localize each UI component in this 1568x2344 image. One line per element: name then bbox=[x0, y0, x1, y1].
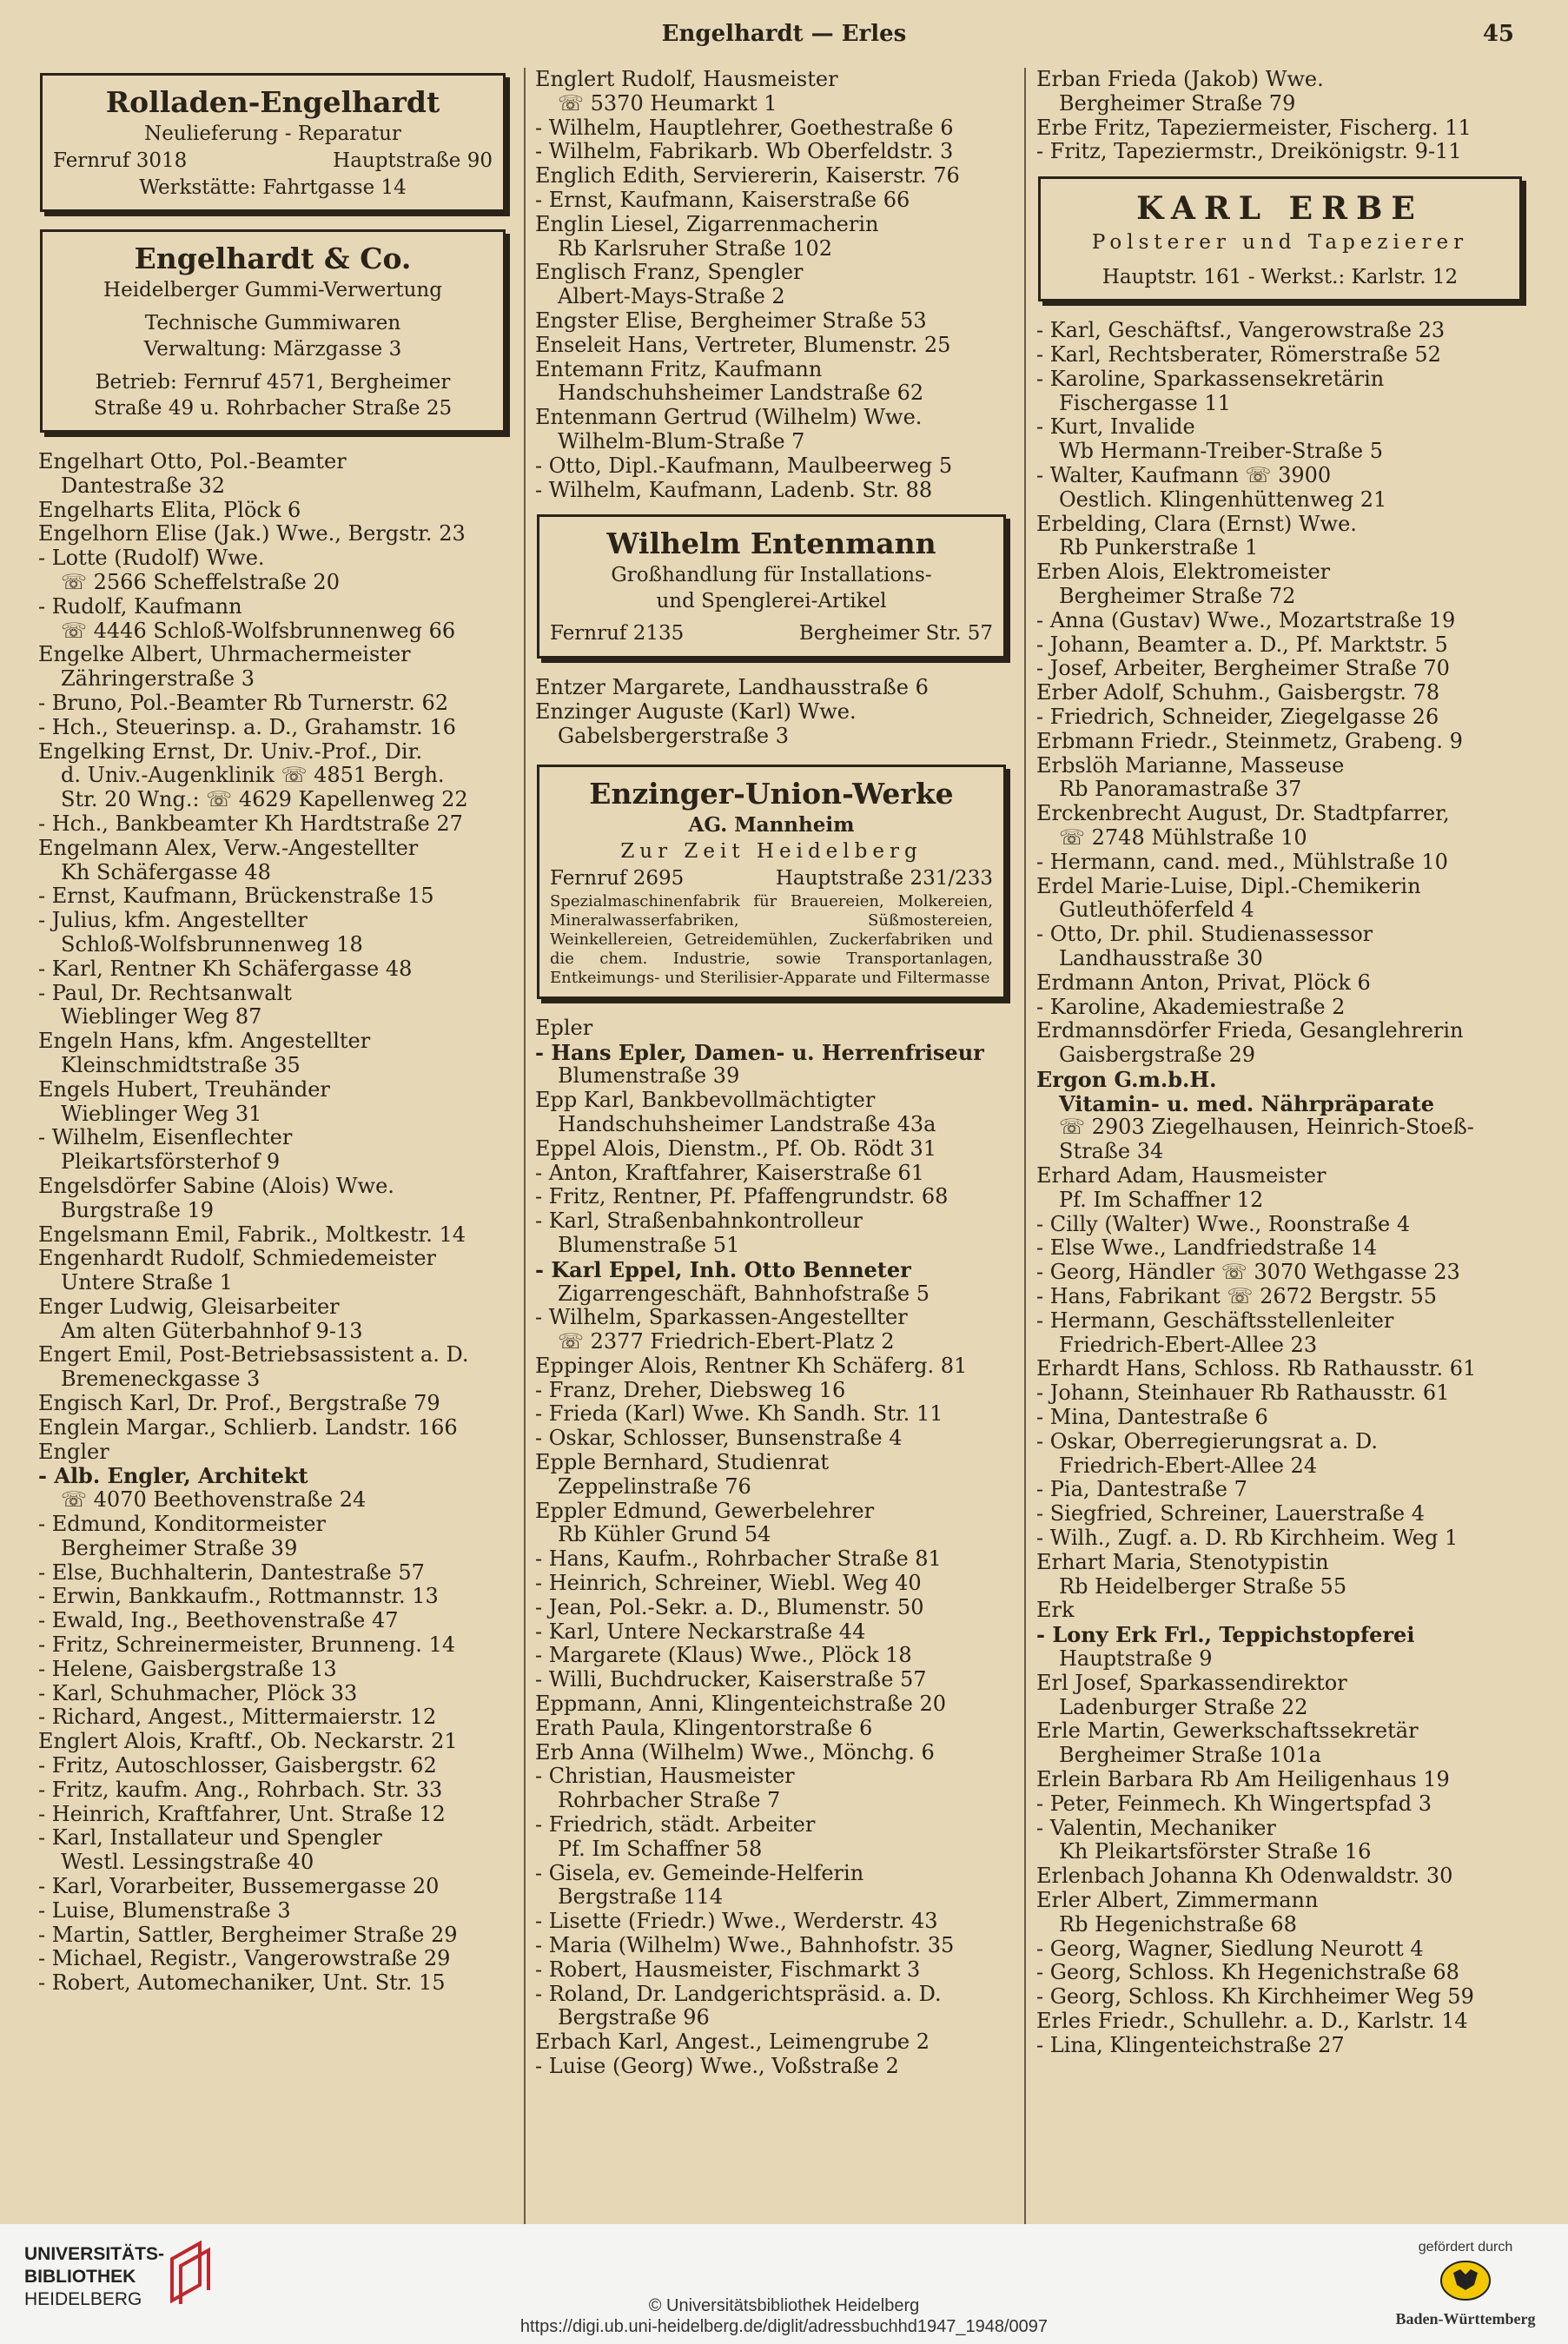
ad-line: Neulieferung - Reparatur bbox=[144, 122, 401, 145]
directory-entry: - Peter, Feinmech. Kh Wingertspfad 3 bbox=[1036, 1791, 1432, 1816]
directory-entry: - Willi, Buchdrucker, Kaiserstraße 57 bbox=[535, 1668, 927, 1692]
directory-entry: - Else, Buchhalterin, Dantestraße 57 bbox=[38, 1560, 425, 1585]
ad-line: Technische Gummiwaren bbox=[144, 312, 401, 334]
directory-entry: Enzinger Auguste (Karl) Wwe. bbox=[535, 700, 857, 725]
directory-entry: - Hermann, Geschäftsstellenleiter bbox=[1036, 1308, 1394, 1333]
directory-entry: Rohrbacher Straße 7 bbox=[558, 1789, 781, 1813]
directory-entry: - Lony Erk Frl., Teppichstopferei bbox=[1036, 1623, 1415, 1648]
directory-entry: Gutleuthöferfeld 4 bbox=[1059, 898, 1254, 923]
directory-entry: Erles Friedr., Schullehr. a. D., Karlstr. 14 bbox=[1036, 2009, 1468, 2033]
directory-entry: Erb Anna (Wilhelm) Wwe., Mönchg. 6 bbox=[535, 1740, 935, 1765]
directory-entry: - Gisela, ev. Gemeinde-Helferin bbox=[535, 1861, 864, 1885]
directory-entry: Rb Karlsruher Straße 102 bbox=[558, 236, 832, 261]
entry-list bbox=[1036, 319, 1529, 2057]
directory-entry: Kh Schäfergasse 48 bbox=[61, 860, 271, 884]
directory-entry: Erhart Maria, Stenotypistin bbox=[1036, 1550, 1329, 1574]
ad-karl-erbe bbox=[1038, 176, 1522, 301]
directory-entry: - Lina, Klingenteichstraße 27 bbox=[1036, 2033, 1345, 2057]
directory-entry: - Walter, Kaufmann ☏ 3900 bbox=[1036, 463, 1332, 487]
directory-entry: - Margarete (Klaus) Wwe., Plöck 18 bbox=[535, 1644, 912, 1668]
directory-entry: - Richard, Angest., Mittermaierstr. 12 bbox=[38, 1705, 437, 1730]
directory-entry: Handschuhsheimer Landstraße 43a bbox=[558, 1112, 936, 1136]
directory-entry: Erdmann Anton, Privat, Plöck 6 bbox=[1036, 970, 1371, 995]
directory-entry: Erdel Marie-Luise, Dipl.-Chemikerin bbox=[1036, 874, 1421, 898]
directory-entry: Landhausstraße 30 bbox=[1059, 946, 1263, 970]
directory-entry: Englich Edith, Serviererin, Kaiserstr. 76 bbox=[535, 164, 960, 189]
directory-entry: Erler Albert, Zimmermann bbox=[1036, 1888, 1319, 1912]
directory-entry: Bergheimer Straße 72 bbox=[1059, 584, 1296, 608]
directory-entry: - Siegfried, Schreiner, Lauerstraße 4 bbox=[1036, 1502, 1425, 1526]
directory-entry: - Fritz, Schreinermeister, Brunneng. 14 bbox=[38, 1633, 456, 1658]
directory-entry: Engels Hubert, Treuhänder bbox=[38, 1077, 330, 1102]
directory-entry: - Johann, Steinhauer Rb Rathausstr. 61 bbox=[1036, 1381, 1450, 1406]
ad-line: Hauptstr. 161 - Werkst.: Karlstr. 12 bbox=[1102, 266, 1459, 289]
directory-entry: - Fritz, Autoschlosser, Gaisbergstr. 62 bbox=[38, 1754, 437, 1778]
directory-entry: - Anton, Kraftfahrer, Kaiserstraße 61 bbox=[535, 1161, 925, 1185]
directory-entry: - Karl, Geschäftsf., Vangerowstraße 23 bbox=[1036, 319, 1446, 343]
directory-entry: ☏ 4446 Schloß-Wolfsbrunnenweg 66 bbox=[61, 619, 456, 643]
directory-entry: - Johann, Beamter a. D., Pf. Marktstr. 5 bbox=[1036, 632, 1448, 657]
directory-entry: - Heinrich, Schreiner, Wiebl. Weg 40 bbox=[535, 1572, 922, 1596]
ad-heading: Engelhardt & Co. bbox=[134, 242, 412, 275]
directory-entry: - Otto, Dipl.-Kaufmann, Maulbeerweg 5 bbox=[535, 454, 953, 478]
ad-line: Straße 49 u. Rohrbacher Straße 25 bbox=[93, 397, 453, 420]
directory-entry: Blumenstraße 39 bbox=[558, 1064, 740, 1089]
footer-bar bbox=[0, 2224, 1568, 2344]
page-number: 45 bbox=[1482, 21, 1514, 47]
directory-entry: Hauptstraße 9 bbox=[1059, 1647, 1213, 1672]
directory-entry: Erbmann Friedr., Steinmetz, Grabeng. 9 bbox=[1036, 729, 1463, 753]
directory-entry: - Roland, Dr. Landgerichtspräsid. a. D. bbox=[535, 1982, 942, 2006]
running-title: Engelhardt — Erles bbox=[661, 21, 907, 47]
directory-entry: Schloß-Wolfsbrunnenweg 18 bbox=[61, 932, 363, 957]
directory-entry: Pf. Im Schaffner 12 bbox=[1059, 1188, 1264, 1212]
directory-entry: - Jean, Pol.-Sekr. a. D., Blumenstr. 50 bbox=[535, 1595, 924, 1619]
directory-entry: - Otto, Dr. phil. Studienassessor bbox=[1036, 923, 1373, 947]
directory-entry: Engster Elise, Bergheimer Straße 53 bbox=[535, 308, 927, 333]
directory-entry: - Karl, Schuhmacher, Plöck 33 bbox=[38, 1681, 358, 1705]
directory-entry: Epp Karl, Bankbevollmächtigter bbox=[535, 1089, 876, 1113]
directory-entry: Erle Martin, Gewerkschaftssekretär bbox=[1036, 1719, 1419, 1744]
ad-heading: Rolladen-Engelhardt bbox=[105, 85, 440, 119]
directory-entry: - Wilhelm, Eisenflechter bbox=[38, 1126, 293, 1150]
funding-logo bbox=[1387, 2240, 1544, 2328]
ad-address: Hauptstraße 231/233 bbox=[775, 866, 993, 890]
ad-phone: Fernruf 3018 bbox=[53, 149, 188, 172]
directory-entry: Erlein Barbara Rb Am Heiligenhaus 19 bbox=[1036, 1768, 1450, 1791]
ad-line: Zur Zeit Heidelberg bbox=[620, 839, 923, 863]
directory-entry: Am alten Güterbahnhof 9-13 bbox=[61, 1319, 363, 1343]
page-header bbox=[0, 21, 1568, 56]
directory-entry: Engelharts Elita, Plöck 6 bbox=[38, 498, 301, 522]
directory-entry: Erl Josef, Sparkassendirektor bbox=[1036, 1671, 1347, 1695]
directory-entry: Rb Panoramastraße 37 bbox=[1059, 778, 1302, 802]
directory-entry: - Hch., Steuerinsp. a. D., Grahamstr. 16 bbox=[38, 715, 456, 739]
directory-entry: Bergheimer Straße 39 bbox=[61, 1536, 298, 1560]
directory-entry: Eppinger Alois, Rentner Kh Schäferg. 81 bbox=[535, 1354, 968, 1378]
directory-entry: Eppmann, Anni, Klingenteichstraße 20 bbox=[535, 1692, 946, 1717]
directory-entry: - Karl, Untere Neckarstraße 44 bbox=[535, 1619, 866, 1644]
directory-entry: Entemann Fritz, Kaufmann bbox=[535, 357, 823, 381]
directory-entry: - Karl, Vorarbeiter, Bussemergasse 20 bbox=[38, 1875, 440, 1899]
copyright-text: © Universitätsbibliothek Heidelberg bbox=[648, 2296, 920, 2315]
column-1 bbox=[38, 68, 513, 1996]
ad-line: Polsterer und Tapezierer bbox=[1091, 231, 1469, 255]
directory-entry: - Oskar, Oberregierungsrat a. D. bbox=[1036, 1429, 1379, 1453]
ad-description: Spezialmaschinenfabrik für Brauereien, Molkereien, Mineralwasserfabriken, Süßmostereien, Weinkellereien, Getreidemühlen, Zuckerfabriken und die chem. Industrie, sowie Transportanlagen, Entkeimungs- und Sterilisier-Apparate und Filtermasse bbox=[550, 891, 993, 987]
ad-rolladen-engelhardt bbox=[40, 73, 506, 212]
directory-entry: Epple Bernhard, Studienrat bbox=[535, 1451, 830, 1475]
directory-entry: - Kurt, Invalide bbox=[1036, 415, 1195, 440]
directory-entry: Vitamin- u. med. Nährpräparate bbox=[1059, 1091, 1434, 1116]
directory-entry: - Franz, Dreher, Diebsweg 16 bbox=[535, 1378, 846, 1402]
directory-entry: - Cilly (Walter) Wwe., Roonstraße 4 bbox=[1036, 1212, 1411, 1236]
directory-entry: - Hermann, cand. med., Mühlstraße 10 bbox=[1036, 850, 1448, 874]
directory-entry: - Julius, kfm. Angestellter bbox=[38, 909, 308, 933]
directory-entry: - Hans, Fabrikant ☏ 2672 Bergstr. 55 bbox=[1036, 1285, 1438, 1309]
directory-entry: Erbach Karl, Angest., Leimengrube 2 bbox=[535, 2030, 930, 2055]
directory-entry: Erben Alois, Elektromeister bbox=[1036, 560, 1331, 585]
directory-entry: Erhard Adam, Hausmeister bbox=[1036, 1164, 1327, 1189]
directory-entry: Enger Ludwig, Gleisarbeiter bbox=[38, 1294, 340, 1319]
directory-entry: Blumenstraße 51 bbox=[558, 1233, 740, 1257]
state-seal-icon bbox=[1438, 2259, 1493, 2302]
ad-phone: Fernruf 2135 bbox=[550, 622, 685, 646]
directory-entry: Albert-Mays-Straße 2 bbox=[558, 285, 785, 309]
directory-entry: - Valentin, Mechaniker bbox=[1036, 1816, 1276, 1840]
directory-entry: Erckenbrecht August, Dr. Stadtpfarrer, bbox=[1036, 802, 1450, 826]
directory-entry: Entenmann Gertrud (Wilhelm) Wwe. bbox=[535, 406, 923, 430]
directory-entry: Erber Adolf, Schuhm., Gaisbergstr. 78 bbox=[1036, 681, 1440, 705]
directory-entry: Wilhelm-Blum-Straße 7 bbox=[558, 429, 805, 454]
directory-entry: - Georg, Schloss. Kh Kirchheimer Weg 59 bbox=[1036, 1985, 1474, 2010]
directory-entry: ☏ 2377 Friedrich-Ebert-Platz 2 bbox=[558, 1330, 895, 1354]
library-name: UNIVERSITÄTS- bbox=[24, 2244, 165, 2264]
directory-entry: Friedrich-Ebert-Allee 24 bbox=[1059, 1453, 1318, 1478]
entry-list bbox=[1036, 68, 1529, 164]
directory-entry: Erbelding, Clara (Ernst) Wwe. bbox=[1036, 512, 1357, 536]
directory-entry: Rb Kühler Grund 54 bbox=[558, 1523, 771, 1547]
directory-entry: Eppler Edmund, Gewerbelehrer bbox=[535, 1499, 875, 1523]
directory-entry: - Wilhelm, Kaufmann, Ladenb. Str. 88 bbox=[535, 478, 933, 502]
directory-entry: - Wilhelm, Fabrikarb. Wb Oberfeldstr. 3 bbox=[535, 140, 954, 164]
ad-line: und Spenglerei-Artikel bbox=[656, 590, 887, 613]
directory-entry: - Robert, Automechaniker, Unt. Str. 15 bbox=[38, 1971, 446, 1996]
directory-entry: - Georg, Wagner, Siedlung Neurott 4 bbox=[1036, 1937, 1424, 1961]
directory-entry: Gaisbergstraße 29 bbox=[1059, 1043, 1256, 1068]
directory-entry: Engelke Albert, Uhrmachermeister bbox=[38, 643, 411, 667]
column-2 bbox=[535, 68, 1013, 2079]
entry-list bbox=[535, 1016, 1013, 2079]
column-rule bbox=[1024, 68, 1026, 2231]
directory-entry: - Hans Epler, Damen- u. Herrenfriseur bbox=[535, 1040, 984, 1065]
directory-entry: - Wilhelm, Hauptlehrer, Goethestraße 6 bbox=[535, 116, 954, 140]
directory-entry: - Robert, Hausmeister, Fischmarkt 3 bbox=[535, 1957, 921, 1982]
source-link[interactable]: https://digi.ub.uni-heidelberg.de/diglit/adressbuchhd1947_1948/0097 bbox=[519, 2317, 1049, 2336]
directory-entry: - Hans, Kaufm., Rohrbacher Straße 81 bbox=[535, 1547, 942, 1572]
column-rule bbox=[524, 68, 526, 2231]
directory-entry: - Paul, Dr. Rechtsanwalt bbox=[38, 981, 292, 1005]
directory-entry: Bergheimer Straße 101a bbox=[1059, 1744, 1321, 1768]
directory-entry: ☏ 2566 Scheffelstraße 20 bbox=[61, 570, 340, 594]
library-name: BIBLIOTHEK bbox=[24, 2267, 136, 2287]
directory-entry: - Luise (Georg) Wwe., Voßstraße 2 bbox=[535, 2055, 899, 2078]
entry-list bbox=[535, 68, 1013, 502]
directory-entry: Zeppelinstraße 76 bbox=[558, 1474, 751, 1499]
directory-entry: - Ernst, Kaufmann, Kaiserstraße 66 bbox=[535, 188, 910, 212]
ad-heading: KARL ERBE bbox=[1136, 190, 1424, 228]
ad-line: Werkstätte: Fahrtgasse 14 bbox=[139, 176, 407, 199]
ad-address: Bergheimer Str. 57 bbox=[798, 622, 993, 646]
directory-entry: Erban Frieda (Jakob) Wwe. bbox=[1036, 68, 1324, 91]
directory-entry: - Ernst, Kaufmann, Brückenstraße 15 bbox=[38, 884, 434, 909]
directory-entry: Str. 20 Wng.: ☏ 4629 Kapellenweg 22 bbox=[61, 788, 468, 812]
directory-entry: Engelsdörfer Sabine (Alois) Wwe. bbox=[38, 1174, 394, 1198]
ad-line: Heidelberger Gummi-Verwertung bbox=[103, 279, 442, 301]
directory-entry: ☏ 2903 Ziegelhausen, Heinrich-Stoeß- bbox=[1059, 1116, 1474, 1140]
column-3 bbox=[1036, 68, 1529, 2058]
directory-entry: Bergheimer Straße 79 bbox=[1059, 91, 1296, 116]
directory-entry: Epler bbox=[535, 1016, 593, 1040]
directory-entry: - Anna (Gustav) Wwe., Mozartstraße 19 bbox=[1036, 608, 1456, 632]
ad-address: Hauptstraße 90 bbox=[333, 149, 493, 172]
directory-entry: - Karl, Rentner Kh Schäfergasse 48 bbox=[38, 957, 413, 981]
directory-entry: - Fritz, Rentner, Pf. Pfaffengrundstr. 68 bbox=[535, 1185, 949, 1209]
directory-entry: Erbslöh Marianne, Masseuse bbox=[1036, 753, 1345, 778]
directory-entry: Wieblinger Weg 87 bbox=[61, 1005, 262, 1030]
directory-entry: - Karoline, Sparkassensekretärin bbox=[1036, 367, 1385, 391]
ad-phone: Fernruf 2695 bbox=[550, 866, 685, 890]
ad-heading: Enzinger-Union-Werke bbox=[589, 776, 954, 811]
directory-entry: - Bruno, Pol.-Beamter Rb Turnerstr. 62 bbox=[38, 691, 449, 715]
directory-entry: Wieblinger Weg 31 bbox=[61, 1102, 262, 1126]
directory-entry: - Karl, Rechtsberater, Römerstraße 52 bbox=[1036, 342, 1441, 367]
directory-entry: Zigarrengeschäft, Bahnhofstraße 5 bbox=[558, 1281, 930, 1306]
directory-entry: Englert Rudolf, Hausmeister bbox=[535, 68, 838, 91]
directory-entry: Pleikartsförsterhof 9 bbox=[61, 1150, 281, 1175]
directory-entry: - Fritz, Tapeziermstr., Dreikönigstr. 9-11 bbox=[1036, 140, 1462, 164]
directory-entry: - Christian, Hausmeister bbox=[535, 1765, 795, 1789]
directory-entry: - Rudolf, Kaufmann bbox=[38, 594, 242, 619]
directory-entry: Engert Emil, Post-Betriebsassistent a. D. bbox=[38, 1343, 469, 1367]
directory-entry: Engenhardt Rudolf, Schmiedemeister bbox=[38, 1247, 436, 1271]
directory-entry: ☏ 4070 Beethovenstraße 24 bbox=[61, 1488, 367, 1513]
directory-entry: - Georg, Schloss. Kh Hegenichstraße 68 bbox=[1036, 1961, 1459, 1985]
ad-enzinger-union-werke bbox=[537, 765, 1006, 999]
directory-entry: Englert Alois, Kraftf., Ob. Neckarstr. 21 bbox=[38, 1730, 458, 1754]
directory-entry: Erdmannsdörfer Frieda, Gesanglehrerin bbox=[1036, 1019, 1464, 1043]
directory-entry: Handschuhsheimer Landstraße 62 bbox=[558, 381, 924, 406]
directory-entry: - Martin, Sattler, Bergheimer Straße 29 bbox=[38, 1923, 458, 1947]
directory-entry: Pf. Im Schaffner 58 bbox=[558, 1837, 763, 1861]
directory-entry: - Mina, Dantestraße 6 bbox=[1036, 1406, 1268, 1430]
directory-entry: - Hch., Bankbeamter Kh Hardtstraße 27 bbox=[38, 811, 463, 836]
directory-entry: - Frieda (Karl) Wwe. Kh Sandh. Str. 11 bbox=[535, 1402, 943, 1427]
directory-entry: - Georg, Händler ☏ 3070 Wethgasse 23 bbox=[1036, 1261, 1460, 1285]
directory-entry: - Else Wwe., Landfriedstraße 14 bbox=[1036, 1236, 1378, 1261]
directory-entry: Bremeneckgasse 3 bbox=[61, 1367, 261, 1392]
directory-entry: Untere Straße 1 bbox=[61, 1271, 233, 1295]
directory-entry: Entzer Margarete, Landhausstraße 6 bbox=[535, 676, 929, 700]
directory-entry: - Alb. Engler, Architekt bbox=[38, 1464, 308, 1489]
directory-entry: Rb Punkerstraße 1 bbox=[1059, 536, 1259, 560]
directory-entry: Gabelsbergerstraße 3 bbox=[558, 724, 789, 748]
funded-by-label: gefördert durch bbox=[1418, 2240, 1513, 2255]
ad-heading: Wilhelm Entenmann bbox=[606, 526, 936, 561]
directory-entry: Engelmann Alex, Verw.-Angestellter bbox=[38, 836, 419, 860]
directory-entry: - Oskar, Schlosser, Bunsenstraße 4 bbox=[535, 1427, 903, 1451]
directory-entry: Englin Liesel, Zigarrenmacherin bbox=[535, 212, 879, 236]
directory-entry: - Heinrich, Kraftfahrer, Unt. Straße 12 bbox=[38, 1802, 446, 1826]
directory-entry: - Erwin, Bankkaufm., Rottmannstr. 13 bbox=[38, 1585, 439, 1609]
directory-entry: - Friedrich, städt. Arbeiter bbox=[535, 1813, 816, 1837]
directory-entry: - Josef, Arbeiter, Bergheimer Straße 70 bbox=[1036, 657, 1450, 681]
directory-entry: - Pia, Dantestraße 7 bbox=[1036, 1478, 1247, 1502]
ad-line: Großhandlung für Installations- bbox=[611, 564, 932, 587]
directory-entry: - Luise, Blumenstraße 3 bbox=[38, 1898, 291, 1923]
directory-entry: - Edmund, Konditormeister bbox=[38, 1513, 326, 1537]
directory-entry: - Wilh., Zugf. a. D. Rb Kirchheim. Weg 1 bbox=[1036, 1526, 1459, 1551]
directory-entry: - Karl, Straßenbahnkontrolleur bbox=[535, 1209, 863, 1234]
directory-entry: - Wilhelm, Sparkassen-Angestellter bbox=[535, 1306, 908, 1330]
directory-entry: Straße 34 bbox=[1059, 1140, 1164, 1164]
directory-entry: Engelhorn Elise (Jak.) Wwe., Bergstr. 23 bbox=[38, 522, 466, 546]
directory-entry: d. Univ.-Augenklinik ☏ 4851 Bergh. bbox=[61, 764, 445, 788]
directory-entry: Erk bbox=[1036, 1599, 1075, 1623]
directory-entry: - Ewald, Ing., Beethovenstraße 47 bbox=[38, 1609, 399, 1633]
directory-entry: Engeln Hans, kfm. Angestellter bbox=[38, 1030, 371, 1054]
entry-list bbox=[535, 676, 1013, 748]
directory-entry: Engelking Ernst, Dr. Univ.-Prof., Dir. bbox=[38, 739, 423, 764]
directory-entry: Engler bbox=[38, 1440, 109, 1464]
directory-entry: - Maria (Wilhelm) Wwe., Bahnhofstr. 35 bbox=[535, 1934, 955, 1958]
directory-entry: - Fritz, kaufm. Ang., Rohrbach. Str. 33 bbox=[38, 1778, 443, 1802]
directory-entry: Enseleit Hans, Vertreter, Blumenstr. 25 bbox=[535, 333, 951, 357]
directory-entry: ☏ 2748 Mühlstraße 10 bbox=[1059, 825, 1307, 850]
directory-entry: Ergon G.m.b.H. bbox=[1036, 1067, 1217, 1092]
directory-entry: Fischergasse 11 bbox=[1059, 391, 1231, 415]
directory-entry: Westl. Lessingstraße 40 bbox=[61, 1851, 314, 1875]
directory-entry: Rb Hegenichstraße 68 bbox=[1059, 1912, 1297, 1937]
directory-entry: Bergstraße 96 bbox=[558, 2006, 710, 2030]
directory-entry: Erath Paula, Klingentorstraße 6 bbox=[535, 1716, 873, 1740]
directory-entry: Oestlich. Klingenhüttenweg 21 bbox=[1059, 487, 1387, 512]
directory-entry: Eppel Alois, Dienstm., Pf. Ob. Rödt 31 bbox=[535, 1136, 937, 1161]
directory-entry: Kh Pleikartsförster Straße 16 bbox=[1059, 1840, 1372, 1864]
directory-entry: - Friedrich, Schneider, Ziegelgasse 26 bbox=[1036, 705, 1439, 729]
directory-entry: - Karl Eppel, Inh. Otto Benneter bbox=[535, 1257, 911, 1282]
directory-entry: Friedrich-Ebert-Allee 23 bbox=[1059, 1333, 1318, 1357]
directory-entry: Engelsmann Emil, Fabrik., Moltkestr. 14 bbox=[38, 1222, 466, 1247]
footer-credits bbox=[0, 2295, 1568, 2337]
directory-entry: Bergstraße 114 bbox=[558, 1885, 724, 1910]
directory-entry: Englisch Franz, Spengler bbox=[535, 261, 804, 285]
state-name: Baden-Württemberg bbox=[1395, 2310, 1536, 2327]
directory-entry: - Lotte (Rudolf) Wwe. bbox=[38, 546, 265, 571]
ad-line: Verwaltung: Märzgasse 3 bbox=[143, 338, 402, 361]
ad-line: AG. Mannheim bbox=[688, 812, 855, 837]
directory-entry: Engisch Karl, Dr. Prof., Bergstraße 79 bbox=[38, 1392, 440, 1416]
directory-entry: Erlenbach Johanna Kh Odenwaldstr. 30 bbox=[1036, 1864, 1453, 1889]
directory-entry: Ladenburger Straße 22 bbox=[1059, 1695, 1308, 1719]
directory-entry: - Karoline, Akademiestraße 2 bbox=[1036, 995, 1346, 1019]
directory-entry: Dantestraße 32 bbox=[61, 473, 225, 498]
directory-entry: Erbe Fritz, Tapeziermeister, Fischerg. 11 bbox=[1036, 116, 1472, 140]
ad-engelhardt-co bbox=[40, 229, 506, 433]
directory-entry: Burgstraße 19 bbox=[61, 1198, 215, 1222]
library-city: HEIDELBERG bbox=[24, 2289, 142, 2309]
directory-entry: Engelhart Otto, Pol.-Beamter bbox=[38, 450, 347, 473]
ad-line: Betrieb: Fernruf 4571, Bergheimer bbox=[95, 371, 451, 394]
directory-entry: Rb Heidelberger Straße 55 bbox=[1059, 1574, 1347, 1599]
directory-entry: ☏ 5370 Heumarkt 1 bbox=[558, 91, 777, 116]
directory-entry: - Lisette (Friedr.) Wwe., Werderstr. 43 bbox=[535, 1910, 938, 1934]
directory-entry: - Michael, Registr., Vangerowstraße 29 bbox=[38, 1947, 451, 1971]
directory-entry: Wb Hermann-Treiber-Straße 5 bbox=[1059, 440, 1384, 464]
directory-entry: Englein Margar., Schlierb. Landstr. 166 bbox=[38, 1415, 458, 1440]
ad-wilhelm-entenmann bbox=[537, 514, 1006, 659]
directory-entry: Erhardt Hans, Schloss. Rb Rathausstr. 61 bbox=[1036, 1357, 1477, 1381]
directory-entry: Zähringerstraße 3 bbox=[61, 667, 255, 692]
directory-entry: - Karl, Installateur und Spengler bbox=[38, 1826, 382, 1851]
directory-entry: - Helene, Gaisbergstraße 13 bbox=[38, 1657, 337, 1681]
entry-list bbox=[38, 450, 513, 1996]
directory-entry: Kleinschmidtstraße 35 bbox=[61, 1053, 301, 1077]
